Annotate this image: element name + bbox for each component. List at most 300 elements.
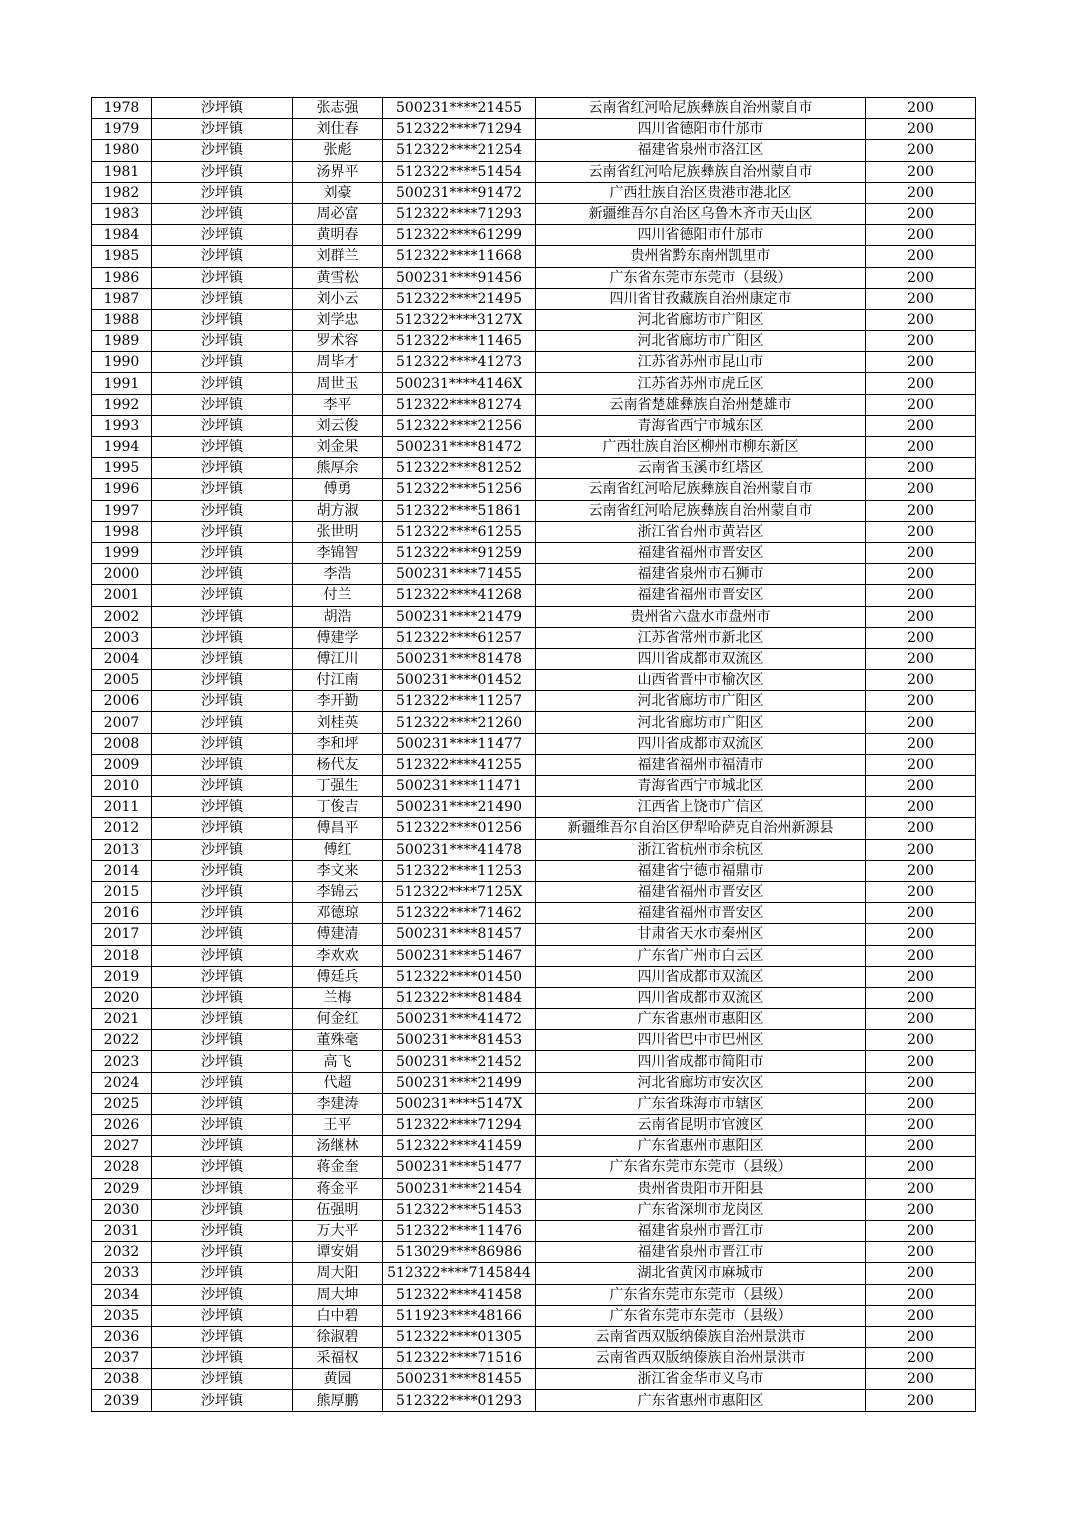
id-number-cell: 500231****21452 (383, 1051, 536, 1072)
amount-cell: 200 (866, 140, 976, 161)
amount-cell: 200 (866, 797, 976, 818)
id-number-cell: 512322****61257 (383, 627, 536, 648)
table-row (92, 161, 976, 182)
amount-cell: 200 (866, 670, 976, 691)
id-number-cell: 512322****81274 (383, 394, 536, 415)
town-cell: 沙坪镇 (152, 797, 293, 818)
id-number-cell: 513029****86986 (383, 1242, 536, 1263)
town-cell: 沙坪镇 (152, 1009, 293, 1030)
name-cell: 丁强生 (293, 776, 383, 797)
amount-cell: 200 (866, 1263, 976, 1284)
amount-cell: 200 (866, 818, 976, 839)
row-number-cell: 2001 (92, 585, 152, 606)
row-number-cell: 2013 (92, 839, 152, 860)
id-number-cell: 500231****91456 (383, 267, 536, 288)
name-cell: 傅廷兵 (293, 966, 383, 987)
work-location-cell: 云南省楚雄彝族自治州楚雄市 (536, 394, 866, 415)
row-number-cell: 1999 (92, 542, 152, 563)
town-cell: 沙坪镇 (152, 352, 293, 373)
table-row (92, 373, 976, 394)
work-location-cell: 福建省泉州市洛江区 (536, 140, 866, 161)
row-number-cell: 2003 (92, 627, 152, 648)
work-location-cell: 广西壮族自治区贵港市港北区 (536, 182, 866, 203)
id-number-cell: 512322****51453 (383, 1199, 536, 1220)
town-cell: 沙坪镇 (152, 415, 293, 436)
amount-cell: 200 (866, 1284, 976, 1305)
amount-cell: 200 (866, 924, 976, 945)
town-cell: 沙坪镇 (152, 1136, 293, 1157)
name-cell: 周必富 (293, 203, 383, 224)
name-cell: 付兰 (293, 585, 383, 606)
id-number-cell: 512322****21254 (383, 140, 536, 161)
work-location-cell: 福建省福州市福清市 (536, 754, 866, 775)
amount-cell: 200 (866, 246, 976, 267)
row-number-cell: 2019 (92, 966, 152, 987)
name-cell: 罗术容 (293, 331, 383, 352)
work-location-cell: 云南省西双版纳傣族自治州景洪市 (536, 1326, 866, 1347)
table-row (92, 394, 976, 415)
work-location-cell: 云南省玉溪市红塔区 (536, 458, 866, 479)
table-row (92, 627, 976, 648)
work-location-cell: 河北省廊坊市广阳区 (536, 691, 866, 712)
town-cell: 沙坪镇 (152, 1030, 293, 1051)
row-number-cell: 1998 (92, 521, 152, 542)
id-number-cell: 500231****81478 (383, 648, 536, 669)
table-row (92, 203, 976, 224)
amount-cell: 200 (866, 458, 976, 479)
name-cell: 李开勤 (293, 691, 383, 712)
town-cell: 沙坪镇 (152, 1326, 293, 1347)
table-row (92, 500, 976, 521)
work-location-cell: 河北省廊坊市广阳区 (536, 309, 866, 330)
amount-cell: 200 (866, 1157, 976, 1178)
work-location-cell: 四川省德阳市什邡市 (536, 225, 866, 246)
work-location-cell: 浙江省台州市黄岩区 (536, 521, 866, 542)
id-number-cell: 512322****81252 (383, 458, 536, 479)
id-number-cell: 512322****7145844 (383, 1263, 536, 1284)
table-row (92, 1093, 976, 1114)
table-row (92, 1220, 976, 1241)
town-cell: 沙坪镇 (152, 1348, 293, 1369)
table-row (92, 437, 976, 458)
work-location-cell: 广东省东莞市东莞市（县级） (536, 267, 866, 288)
row-number-cell: 2032 (92, 1242, 152, 1263)
row-number-cell: 1985 (92, 246, 152, 267)
subsidy-table (91, 97, 976, 1412)
table-row (92, 309, 976, 330)
work-location-cell: 江苏省常州市新北区 (536, 627, 866, 648)
town-cell: 沙坪镇 (152, 203, 293, 224)
row-number-cell: 2012 (92, 818, 152, 839)
town-cell: 沙坪镇 (152, 246, 293, 267)
table-row (92, 1051, 976, 1072)
row-number-cell: 2015 (92, 881, 152, 902)
name-cell: 杨代友 (293, 754, 383, 775)
town-cell: 沙坪镇 (152, 881, 293, 902)
work-location-cell: 福建省福州市晋安区 (536, 881, 866, 902)
row-number-cell: 1994 (92, 437, 152, 458)
table-row (92, 415, 976, 436)
amount-cell: 200 (866, 606, 976, 627)
town-cell: 沙坪镇 (152, 1263, 293, 1284)
town-cell: 沙坪镇 (152, 1072, 293, 1093)
work-location-cell: 四川省成都市简阳市 (536, 1051, 866, 1072)
row-number-cell: 2007 (92, 712, 152, 733)
work-location-cell: 江西省上饶市广信区 (536, 797, 866, 818)
amount-cell: 200 (866, 500, 976, 521)
table-body (92, 98, 976, 1412)
work-location-cell: 福建省泉州市晋江市 (536, 1220, 866, 1241)
town-cell: 沙坪镇 (152, 1115, 293, 1136)
work-location-cell: 贵州省六盘水市盘州市 (536, 606, 866, 627)
id-number-cell: 500231****51477 (383, 1157, 536, 1178)
name-cell: 付江南 (293, 670, 383, 691)
table-row (92, 246, 976, 267)
id-number-cell: 512322****71462 (383, 903, 536, 924)
id-number-cell: 500231****41472 (383, 1009, 536, 1030)
name-cell: 刘豪 (293, 182, 383, 203)
name-cell: 刘仕春 (293, 119, 383, 140)
id-number-cell: 512322****71294 (383, 119, 536, 140)
town-cell: 沙坪镇 (152, 288, 293, 309)
amount-cell: 200 (866, 564, 976, 585)
work-location-cell: 福建省福州市晋安区 (536, 903, 866, 924)
amount-cell: 200 (866, 1115, 976, 1136)
town-cell: 沙坪镇 (152, 1199, 293, 1220)
table-row (92, 1305, 976, 1326)
town-cell: 沙坪镇 (152, 331, 293, 352)
town-cell: 沙坪镇 (152, 373, 293, 394)
name-cell: 蒋金奎 (293, 1157, 383, 1178)
row-number-cell: 1993 (92, 415, 152, 436)
name-cell: 周大坤 (293, 1284, 383, 1305)
id-number-cell: 500231****81455 (383, 1369, 536, 1390)
town-cell: 沙坪镇 (152, 1093, 293, 1114)
id-number-cell: 512322****41458 (383, 1284, 536, 1305)
work-location-cell: 广东省惠州市惠阳区 (536, 1009, 866, 1030)
amount-cell: 200 (866, 373, 976, 394)
table-row (92, 606, 976, 627)
id-number-cell: 500231****01452 (383, 670, 536, 691)
amount-cell: 200 (866, 331, 976, 352)
work-location-cell: 江苏省苏州市虎丘区 (536, 373, 866, 394)
amount-cell: 200 (866, 1178, 976, 1199)
row-number-cell: 1987 (92, 288, 152, 309)
work-location-cell: 四川省成都市双流区 (536, 987, 866, 1008)
work-location-cell: 广东省东莞市东莞市（县级） (536, 1284, 866, 1305)
amount-cell: 200 (866, 267, 976, 288)
id-number-cell: 500231****91472 (383, 182, 536, 203)
work-location-cell: 广东省东莞市东莞市（县级） (536, 1157, 866, 1178)
table-row (92, 1284, 976, 1305)
name-cell: 黄雪松 (293, 267, 383, 288)
amount-cell: 200 (866, 1242, 976, 1263)
row-number-cell: 1990 (92, 352, 152, 373)
row-number-cell: 2024 (92, 1072, 152, 1093)
table-row (92, 1178, 976, 1199)
row-number-cell: 2018 (92, 945, 152, 966)
amount-cell: 200 (866, 648, 976, 669)
name-cell: 胡方淑 (293, 500, 383, 521)
id-number-cell: 512322****71293 (383, 203, 536, 224)
id-number-cell: 500231****51467 (383, 945, 536, 966)
town-cell: 沙坪镇 (152, 776, 293, 797)
row-number-cell: 2026 (92, 1115, 152, 1136)
id-number-cell: 500231****5147X (383, 1093, 536, 1114)
town-cell: 沙坪镇 (152, 1242, 293, 1263)
row-number-cell: 2030 (92, 1199, 152, 1220)
town-cell: 沙坪镇 (152, 1220, 293, 1241)
table-row (92, 881, 976, 902)
row-number-cell: 1988 (92, 309, 152, 330)
work-location-cell: 四川省甘孜藏族自治州康定市 (536, 288, 866, 309)
amount-cell: 200 (866, 1326, 976, 1347)
row-number-cell: 2038 (92, 1369, 152, 1390)
amount-cell: 200 (866, 521, 976, 542)
work-location-cell: 广东省广州市白云区 (536, 945, 866, 966)
town-cell: 沙坪镇 (152, 1157, 293, 1178)
table-row (92, 776, 976, 797)
id-number-cell: 512322****11668 (383, 246, 536, 267)
amount-cell: 200 (866, 1051, 976, 1072)
name-cell: 兰梅 (293, 987, 383, 1008)
work-location-cell: 广西壮族自治区柳州市柳东新区 (536, 437, 866, 458)
id-number-cell: 512322****01256 (383, 818, 536, 839)
amount-cell: 200 (866, 1009, 976, 1030)
work-location-cell: 河北省廊坊市广阳区 (536, 712, 866, 733)
name-cell: 李浩 (293, 564, 383, 585)
work-location-cell: 湖北省黄冈市麻城市 (536, 1263, 866, 1284)
town-cell: 沙坪镇 (152, 606, 293, 627)
amount-cell: 200 (866, 288, 976, 309)
town-cell: 沙坪镇 (152, 733, 293, 754)
table-row (92, 1030, 976, 1051)
row-number-cell: 1981 (92, 161, 152, 182)
work-location-cell: 四川省成都市双流区 (536, 733, 866, 754)
amount-cell: 200 (866, 203, 976, 224)
work-location-cell: 福建省泉州市石狮市 (536, 564, 866, 585)
row-number-cell: 2033 (92, 1263, 152, 1284)
name-cell: 熊厚鹏 (293, 1390, 383, 1411)
row-number-cell: 1997 (92, 500, 152, 521)
town-cell: 沙坪镇 (152, 1284, 293, 1305)
work-location-cell: 云南省昆明市官渡区 (536, 1115, 866, 1136)
table-row (92, 648, 976, 669)
name-cell: 高飞 (293, 1051, 383, 1072)
table-row (92, 564, 976, 585)
table-row (92, 1136, 976, 1157)
amount-cell: 200 (866, 881, 976, 902)
row-number-cell: 1989 (92, 331, 152, 352)
id-number-cell: 512322****71294 (383, 1115, 536, 1136)
row-number-cell: 2036 (92, 1326, 152, 1347)
table-row (92, 754, 976, 775)
town-cell: 沙坪镇 (152, 987, 293, 1008)
work-location-cell: 广东省东莞市东莞市（县级） (536, 1305, 866, 1326)
row-number-cell: 2027 (92, 1136, 152, 1157)
id-number-cell: 512322****91259 (383, 542, 536, 563)
amount-cell: 200 (866, 352, 976, 373)
town-cell: 沙坪镇 (152, 670, 293, 691)
amount-cell: 200 (866, 1072, 976, 1093)
id-number-cell: 512322****21495 (383, 288, 536, 309)
name-cell: 蒋金平 (293, 1178, 383, 1199)
row-number-cell: 2008 (92, 733, 152, 754)
row-number-cell: 2011 (92, 797, 152, 818)
name-cell: 李文来 (293, 860, 383, 881)
name-cell: 李欢欢 (293, 945, 383, 966)
amount-cell: 200 (866, 542, 976, 563)
work-location-cell: 甘肃省天水市秦州区 (536, 924, 866, 945)
town-cell: 沙坪镇 (152, 394, 293, 415)
name-cell: 黄园 (293, 1369, 383, 1390)
amount-cell: 200 (866, 309, 976, 330)
id-number-cell: 512322****51256 (383, 479, 536, 500)
work-location-cell: 四川省成都市双流区 (536, 966, 866, 987)
amount-cell: 200 (866, 1093, 976, 1114)
town-cell: 沙坪镇 (152, 521, 293, 542)
table-row (92, 924, 976, 945)
name-cell: 李和坪 (293, 733, 383, 754)
table-row (92, 458, 976, 479)
table-row (92, 860, 976, 881)
amount-cell: 200 (866, 966, 976, 987)
town-cell: 沙坪镇 (152, 1051, 293, 1072)
work-location-cell: 山西省晋中市榆次区 (536, 670, 866, 691)
row-number-cell: 2014 (92, 860, 152, 881)
id-number-cell: 512322****61299 (383, 225, 536, 246)
table-row (92, 1009, 976, 1030)
amount-cell: 200 (866, 98, 976, 119)
work-location-cell: 云南省红河哈尼族彝族自治州蒙自市 (536, 98, 866, 119)
name-cell: 邓德琼 (293, 903, 383, 924)
table-row (92, 267, 976, 288)
town-cell: 沙坪镇 (152, 585, 293, 606)
row-number-cell: 1980 (92, 140, 152, 161)
id-number-cell: 512322****11476 (383, 1220, 536, 1241)
row-number-cell: 2000 (92, 564, 152, 585)
id-number-cell: 512322****41255 (383, 754, 536, 775)
town-cell: 沙坪镇 (152, 1178, 293, 1199)
work-location-cell: 广东省惠州市惠阳区 (536, 1136, 866, 1157)
id-number-cell: 512322****01305 (383, 1326, 536, 1347)
name-cell: 张世明 (293, 521, 383, 542)
table-row (92, 797, 976, 818)
name-cell: 代超 (293, 1072, 383, 1093)
id-number-cell: 500231****81457 (383, 924, 536, 945)
row-number-cell: 1982 (92, 182, 152, 203)
id-number-cell: 512322****21260 (383, 712, 536, 733)
work-location-cell: 贵州省贵阳市开阳县 (536, 1178, 866, 1199)
name-cell: 丁俊吉 (293, 797, 383, 818)
id-number-cell: 500231****11471 (383, 776, 536, 797)
table-row (92, 585, 976, 606)
name-cell: 张志强 (293, 98, 383, 119)
id-number-cell: 512322****11253 (383, 860, 536, 881)
name-cell: 周世玉 (293, 373, 383, 394)
table-row (92, 1369, 976, 1390)
table-row (92, 1199, 976, 1220)
town-cell: 沙坪镇 (152, 542, 293, 563)
town-cell: 沙坪镇 (152, 479, 293, 500)
row-number-cell: 1983 (92, 203, 152, 224)
row-number-cell: 2005 (92, 670, 152, 691)
town-cell: 沙坪镇 (152, 966, 293, 987)
name-cell: 刘云俊 (293, 415, 383, 436)
town-cell: 沙坪镇 (152, 140, 293, 161)
town-cell: 沙坪镇 (152, 458, 293, 479)
row-number-cell: 2039 (92, 1390, 152, 1411)
name-cell: 傅勇 (293, 479, 383, 500)
amount-cell: 200 (866, 161, 976, 182)
table-row (92, 288, 976, 309)
id-number-cell: 511923****48166 (383, 1305, 536, 1326)
town-cell: 沙坪镇 (152, 1369, 293, 1390)
id-number-cell: 500231****21479 (383, 606, 536, 627)
name-cell: 徐淑碧 (293, 1326, 383, 1347)
row-number-cell: 2006 (92, 691, 152, 712)
table-row (92, 352, 976, 373)
amount-cell: 200 (866, 1305, 976, 1326)
table-row (92, 987, 976, 1008)
amount-cell: 200 (866, 394, 976, 415)
amount-cell: 200 (866, 1220, 976, 1241)
amount-cell: 200 (866, 1369, 976, 1390)
id-number-cell: 500231****11477 (383, 733, 536, 754)
data-sheet (91, 97, 976, 1412)
id-number-cell: 500231****21454 (383, 1178, 536, 1199)
amount-cell: 200 (866, 691, 976, 712)
table-row (92, 945, 976, 966)
town-cell: 沙坪镇 (152, 691, 293, 712)
table-row (92, 521, 976, 542)
name-cell: 刘学忠 (293, 309, 383, 330)
row-number-cell: 2023 (92, 1051, 152, 1072)
name-cell: 董殊毫 (293, 1030, 383, 1051)
row-number-cell: 2034 (92, 1284, 152, 1305)
work-location-cell: 浙江省杭州市余杭区 (536, 839, 866, 860)
work-location-cell: 广东省惠州市惠阳区 (536, 1390, 866, 1411)
table-row (92, 1157, 976, 1178)
name-cell: 刘群兰 (293, 246, 383, 267)
table-row (92, 1115, 976, 1136)
row-number-cell: 2029 (92, 1178, 152, 1199)
work-location-cell: 福建省福州市晋安区 (536, 542, 866, 563)
name-cell: 谭安娟 (293, 1242, 383, 1263)
name-cell: 傅建清 (293, 924, 383, 945)
town-cell: 沙坪镇 (152, 225, 293, 246)
table-row (92, 1390, 976, 1411)
id-number-cell: 500231****81453 (383, 1030, 536, 1051)
name-cell: 刘金果 (293, 437, 383, 458)
id-number-cell: 512322****41459 (383, 1136, 536, 1157)
work-location-cell: 河北省廊坊市广阳区 (536, 331, 866, 352)
table-row (92, 1263, 976, 1284)
name-cell: 伍强明 (293, 1199, 383, 1220)
id-number-cell: 500231****21490 (383, 797, 536, 818)
row-number-cell: 2002 (92, 606, 152, 627)
work-location-cell: 云南省红河哈尼族彝族自治州蒙自市 (536, 479, 866, 500)
town-cell: 沙坪镇 (152, 309, 293, 330)
name-cell: 李锦智 (293, 542, 383, 563)
name-cell: 周毕才 (293, 352, 383, 373)
row-number-cell: 2021 (92, 1009, 152, 1030)
row-number-cell: 2020 (92, 987, 152, 1008)
town-cell: 沙坪镇 (152, 267, 293, 288)
town-cell: 沙坪镇 (152, 945, 293, 966)
table-row (92, 119, 976, 140)
row-number-cell: 1996 (92, 479, 152, 500)
